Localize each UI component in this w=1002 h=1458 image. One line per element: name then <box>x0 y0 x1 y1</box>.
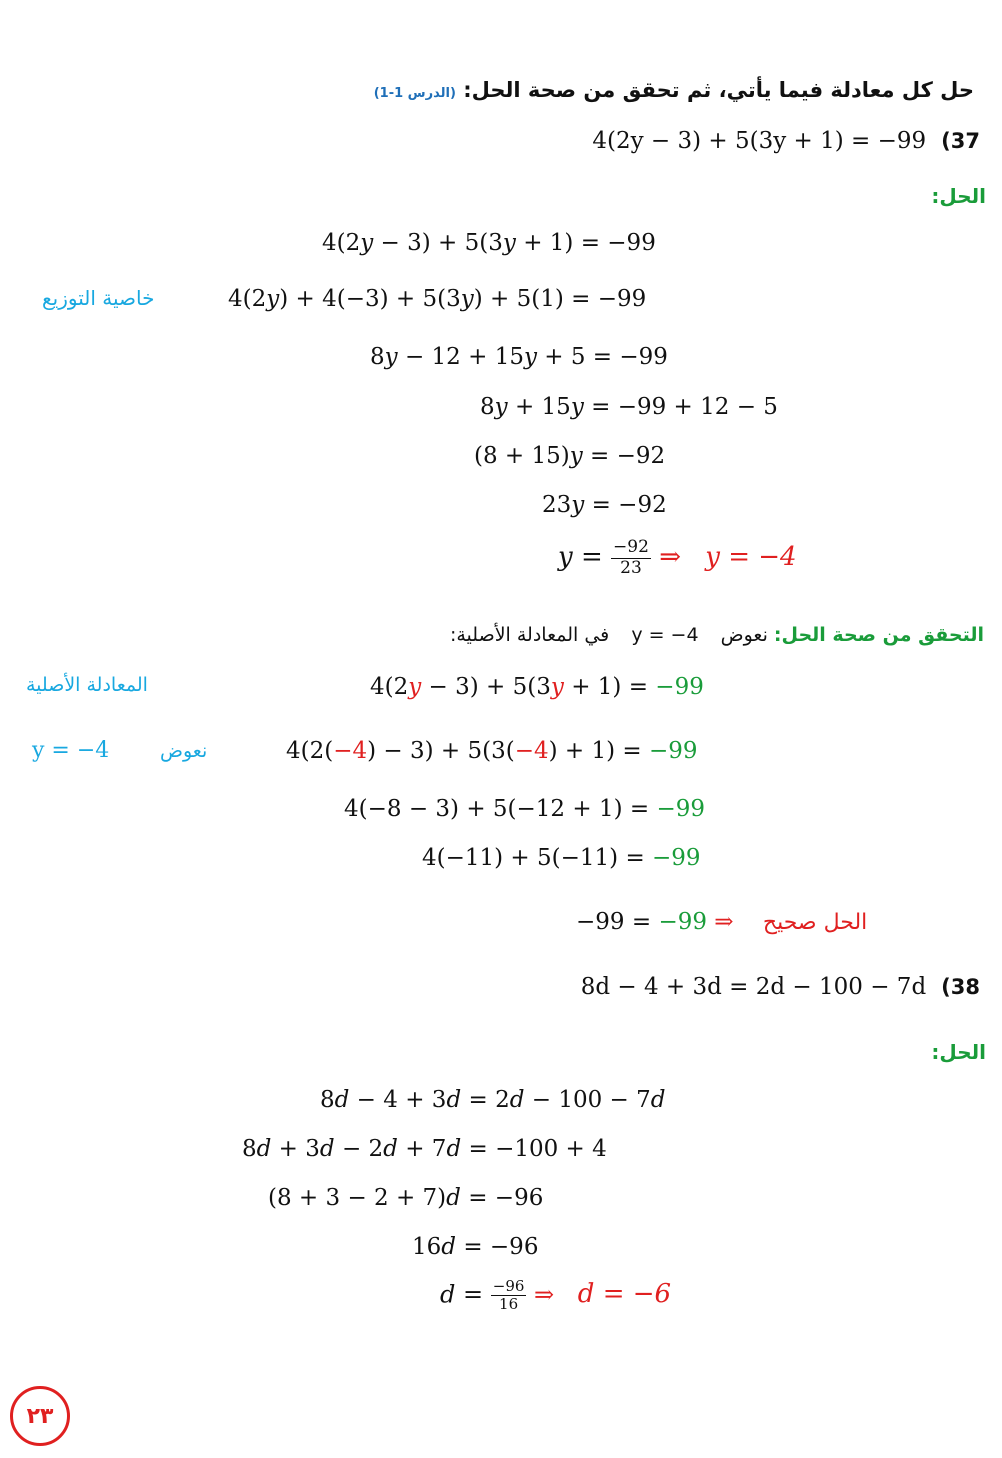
step-37-3: 8y − 12 + 15y + 5 = −99 <box>370 344 668 370</box>
page-number-badge <box>10 1386 70 1446</box>
problem-37-number: (37 <box>941 129 980 153</box>
step-37-4: 8y + 15y = −99 + 12 − 5 <box>480 394 778 420</box>
step-37-5: (8 + 15)y = −92 <box>474 443 666 469</box>
check-step-3: 4(−8 − 3) + 5(−12 + 1) = −99 <box>344 796 705 822</box>
answer-37: y = −4 <box>705 542 797 573</box>
problem-37-equation: 4(2y − 3) + 5(3y + 1) = −99 <box>592 128 927 154</box>
step-37-2: 4(2y) + 4(−3) + 5(3y) + 5(1) = −99 <box>228 286 647 312</box>
instruction-text: حل كل معادلة فيما يأتي، ثم تحقق من صحة الحل: <box>463 78 974 102</box>
check-label: التحقق من صحة الحل: <box>773 624 984 646</box>
fraction-37-denominator: 23 <box>620 557 642 578</box>
step-38-1: 8d − 4 + 3d = 2d − 100 − 7d <box>320 1087 666 1113</box>
distribution-note: خاصية التوزيع <box>42 286 155 310</box>
problem-37-solution-label: الحل: <box>931 184 986 208</box>
problem-38-number: (38 <box>941 975 980 999</box>
fraction-37-numerator: −92 <box>613 537 649 557</box>
sub-word-note: نعوض <box>160 740 208 762</box>
fraction-38-denominator: 16 <box>499 1295 519 1314</box>
check-substitute-word: نعوض <box>720 624 768 646</box>
step-38-2: 8d + 3d − 2d + 7d = −100 + 4 <box>242 1136 607 1162</box>
step-38-5: d = $\frac{-96}{16}$ ⇒ d = −6 <box>440 1277 672 1314</box>
step-37-1: 4(2y − 3) + 5(3y + 1) = −99 <box>322 230 656 256</box>
check-step-2: 4(2(−4) − 3) + 5(3(−4) + 1) = −99 <box>286 738 698 764</box>
problem-37-statement <box>592 128 980 154</box>
page-number: ٢٣ <box>26 1403 54 1429</box>
check-step-4: 4(−11) + 5(−11) = −99 <box>422 845 701 871</box>
problem-38-equation: 8d − 4 + 3d = 2d − 100 − 7d <box>580 974 927 1000</box>
check-line <box>450 624 984 646</box>
instruction-line <box>370 78 974 102</box>
fraction-38-numerator: −96 <box>492 1277 525 1295</box>
problem-38-statement <box>581 974 980 1000</box>
lesson-reference: (الدرس 1-1) <box>373 86 456 101</box>
step-38-4: 16d = −96 <box>412 1234 539 1260</box>
check-suffix: في المعادلة الأصلية: <box>449 624 610 646</box>
original-equation-note: المعادلة الأصلية <box>26 674 148 696</box>
step-37-6: 23y = −92 <box>542 492 667 518</box>
sub-value-note: y = −4 <box>32 738 110 763</box>
check-step-5: −99 = −99 ⇒ الحل صحيح <box>576 909 868 935</box>
check-step-1: 4(2y − 3) + 5(3y + 1) = −99 <box>370 674 704 700</box>
correct-note: الحل صحيح <box>762 910 868 935</box>
problem-38-solution-label: الحل: <box>931 1040 986 1064</box>
step-37-7: y = $\frac{-92}{23}$ ⇒ y = −4 <box>558 537 797 578</box>
answer-38: d = −6 <box>577 1279 672 1310</box>
step-38-3: (8 + 3 − 2 + 7)d = −96 <box>268 1185 544 1211</box>
check-value: y = −4 <box>631 624 699 646</box>
